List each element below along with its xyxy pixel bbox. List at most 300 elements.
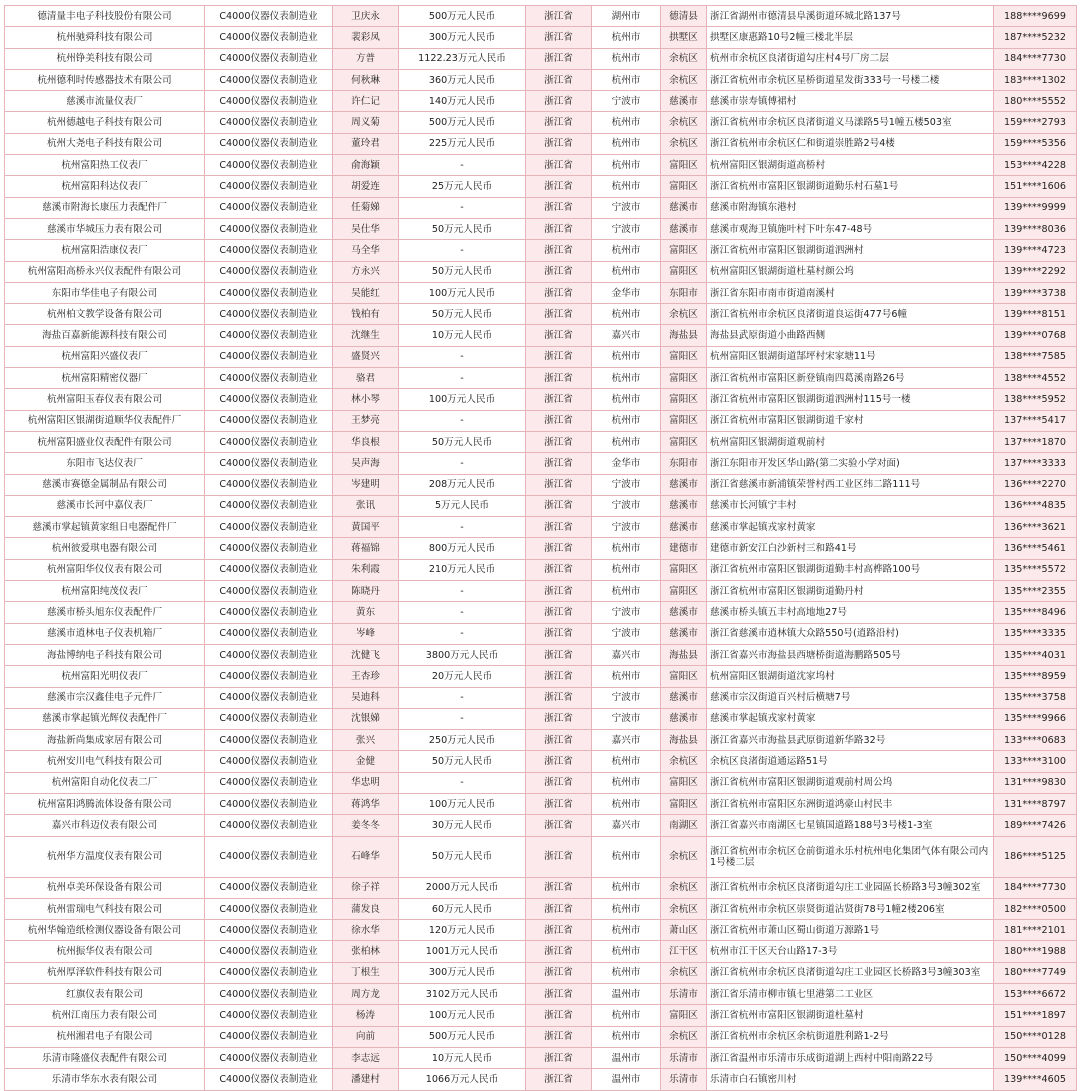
legal-person-cell: 朱利霞: [333, 559, 399, 580]
registered-capital-cell: 10万元人民币: [399, 1047, 526, 1068]
city-cell: 杭州市: [592, 793, 661, 814]
province-cell: 浙江省: [526, 836, 592, 877]
industry-cell: C4000仪器仪表制造业: [205, 708, 333, 729]
company-name-cell: 慈溪市长河中嘉仪表厂: [5, 495, 205, 516]
registered-capital-cell: 1001万元人民币: [399, 941, 526, 962]
province-cell: 浙江省: [526, 389, 592, 410]
city-cell: 杭州市: [592, 898, 661, 919]
industry-cell: C4000仪器仪表制造业: [205, 69, 333, 90]
table-row: [5, 1026, 1077, 1047]
company-name-cell: 杭州江南压力表有限公司: [5, 1005, 205, 1026]
city-cell: 金华市: [592, 453, 661, 474]
registered-capital-cell: -: [399, 581, 526, 602]
company-name-cell: 杭州富阳兴盛仪表厂: [5, 346, 205, 367]
industry-cell: C4000仪器仪表制造业: [205, 389, 333, 410]
city-cell: 杭州市: [592, 133, 661, 154]
registered-capital-cell: 1122.23万元人民币: [399, 48, 526, 69]
industry-cell: C4000仪器仪表制造业: [205, 1069, 333, 1090]
industry-cell: C4000仪器仪表制造业: [205, 581, 333, 602]
province-cell: 浙江省: [526, 197, 592, 218]
registered-capital-cell: 300万元人民币: [399, 962, 526, 983]
city-cell: 杭州市: [592, 581, 661, 602]
company-name-cell: 乐清市隆盛仪表配件有限公司: [5, 1047, 205, 1068]
address-cell: 杭州富阳区银湖街道高桥村: [707, 155, 994, 176]
table-row: [5, 133, 1077, 154]
phone-cell: 187****5232: [994, 27, 1077, 48]
district-cell: 建德市: [661, 538, 707, 559]
phone-cell: 137****5417: [994, 410, 1077, 431]
address-cell: 浙江省杭州市富阳区银湖街道泗洲村: [707, 240, 994, 261]
legal-person-cell: 骆君: [333, 368, 399, 389]
address-cell: 浙江省杭州市余杭区良渚街道义马漾路5号1幢五楼503室: [707, 112, 994, 133]
table-row: [5, 559, 1077, 580]
registered-capital-cell: 500万元人民币: [399, 112, 526, 133]
city-cell: 杭州市: [592, 751, 661, 772]
district-cell: 富阳区: [661, 176, 707, 197]
legal-person-cell: 丁根生: [333, 962, 399, 983]
industry-cell: C4000仪器仪表制造业: [205, 261, 333, 282]
province-cell: 浙江省: [526, 112, 592, 133]
company-name-cell: 杭州富阳精密仪器厂: [5, 368, 205, 389]
company-name-cell: 东阳市飞达仪表厂: [5, 453, 205, 474]
registered-capital-cell: 50万元人民币: [399, 751, 526, 772]
phone-cell: 138****4552: [994, 368, 1077, 389]
phone-cell: 139****3738: [994, 282, 1077, 303]
province-cell: 浙江省: [526, 431, 592, 452]
district-cell: 余杭区: [661, 751, 707, 772]
company-name-cell: 杭州柏文教学设备有限公司: [5, 304, 205, 325]
registered-capital-cell: 120万元人民币: [399, 920, 526, 941]
table-row: [5, 176, 1077, 197]
table-row: [5, 495, 1077, 516]
registered-capital-cell: 25万元人民币: [399, 176, 526, 197]
city-cell: 杭州市: [592, 431, 661, 452]
city-cell: 杭州市: [592, 69, 661, 90]
table-row: [5, 687, 1077, 708]
province-cell: 浙江省: [526, 517, 592, 538]
company-name-cell: 杭州安川电气科技有限公司: [5, 751, 205, 772]
city-cell: 杭州市: [592, 538, 661, 559]
industry-cell: C4000仪器仪表制造业: [205, 6, 333, 27]
address-cell: 浙江省慈溪市新浦镇荣誉村西工业区纬二路111号: [707, 474, 994, 495]
registered-capital-cell: 50万元人民币: [399, 261, 526, 282]
company-name-cell: 慈溪市附海长康压力表配件厂: [5, 197, 205, 218]
table-row: [5, 325, 1077, 346]
company-name-cell: 杭州雷瑞电气科技有限公司: [5, 898, 205, 919]
industry-cell: C4000仪器仪表制造业: [205, 474, 333, 495]
address-cell: 慈溪市桥头镇五丰村高地地27号: [707, 602, 994, 623]
city-cell: 温州市: [592, 984, 661, 1005]
industry-cell: C4000仪器仪表制造业: [205, 112, 333, 133]
company-name-cell: 杭州振华仪表有限公司: [5, 941, 205, 962]
address-cell: 建德市新安江白沙新村三和路41号: [707, 538, 994, 559]
table-row: [5, 1005, 1077, 1026]
province-cell: 浙江省: [526, 304, 592, 325]
district-cell: 慈溪市: [661, 687, 707, 708]
registered-capital-cell: -: [399, 197, 526, 218]
legal-person-cell: 沈继生: [333, 325, 399, 346]
phone-cell: 188****9699: [994, 6, 1077, 27]
province-cell: 浙江省: [526, 581, 592, 602]
table-row: [5, 877, 1077, 898]
province-cell: 浙江省: [526, 644, 592, 665]
address-cell: 海盐县武原街道小曲路西侧: [707, 325, 994, 346]
company-name-cell: 慈溪市掌起镇光辉仪表配件厂: [5, 708, 205, 729]
city-cell: 杭州市: [592, 666, 661, 687]
district-cell: 余杭区: [661, 877, 707, 898]
legal-person-cell: 周义菊: [333, 112, 399, 133]
industry-cell: C4000仪器仪表制造业: [205, 751, 333, 772]
company-name-cell: 杭州富阳光明仪表厂: [5, 666, 205, 687]
city-cell: 杭州市: [592, 1026, 661, 1047]
industry-cell: C4000仪器仪表制造业: [205, 1005, 333, 1026]
district-cell: 余杭区: [661, 962, 707, 983]
address-cell: 浙江省杭州市余杭区余杭街道胜利路1-2号: [707, 1026, 994, 1047]
registered-capital-cell: 3800万元人民币: [399, 644, 526, 665]
registered-capital-cell: -: [399, 602, 526, 623]
legal-person-cell: 潘建村: [333, 1069, 399, 1090]
registered-capital-cell: 208万元人民币: [399, 474, 526, 495]
registered-capital-cell: 1066万元人民币: [399, 1069, 526, 1090]
legal-person-cell: 张兴: [333, 730, 399, 751]
legal-person-cell: 蒲发良: [333, 898, 399, 919]
industry-cell: C4000仪器仪表制造业: [205, 325, 333, 346]
company-name-cell: 红旗仪表有限公司: [5, 984, 205, 1005]
address-cell: 浙江省杭州市富阳区银湖街道勤丰村高桦路100号: [707, 559, 994, 580]
district-cell: 慈溪市: [661, 197, 707, 218]
registered-capital-cell: 100万元人民币: [399, 389, 526, 410]
province-cell: 浙江省: [526, 453, 592, 474]
city-cell: 温州市: [592, 1047, 661, 1068]
address-cell: 浙江省杭州市余杭区良渚街道良运街477号6幢: [707, 304, 994, 325]
legal-person-cell: 吴声海: [333, 453, 399, 474]
province-cell: 浙江省: [526, 815, 592, 836]
industry-cell: C4000仪器仪表制造业: [205, 772, 333, 793]
province-cell: 浙江省: [526, 538, 592, 559]
registered-capital-cell: 210万元人民币: [399, 559, 526, 580]
province-cell: 浙江省: [526, 793, 592, 814]
table-row: [5, 644, 1077, 665]
province-cell: 浙江省: [526, 410, 592, 431]
phone-cell: 137****1870: [994, 431, 1077, 452]
city-cell: 宁波市: [592, 623, 661, 644]
district-cell: 富阳区: [661, 772, 707, 793]
company-name-cell: 杭州铮美科技有限公司: [5, 48, 205, 69]
legal-person-cell: 盛贤兴: [333, 346, 399, 367]
district-cell: 富阳区: [661, 1005, 707, 1026]
address-cell: 浙江省杭州市富阳区银湖街道泗洲村115号一楼: [707, 389, 994, 410]
table-row: [5, 389, 1077, 410]
address-cell: 浙江省嘉兴市海盐县武原街道新华路32号: [707, 730, 994, 751]
province-cell: 浙江省: [526, 282, 592, 303]
phone-cell: 182****0500: [994, 898, 1077, 919]
address-cell: 杭州富阳区银湖街道杜墓村颜公坞: [707, 261, 994, 282]
registered-capital-cell: 100万元人民币: [399, 793, 526, 814]
registered-capital-cell: 300万元人民币: [399, 27, 526, 48]
registered-capital-cell: -: [399, 410, 526, 431]
table-row: [5, 538, 1077, 559]
district-cell: 慈溪市: [661, 517, 707, 538]
phone-cell: 159****2793: [994, 112, 1077, 133]
company-name-cell: 东阳市华佳电子有限公司: [5, 282, 205, 303]
table-row: [5, 431, 1077, 452]
legal-person-cell: 岑峰: [333, 623, 399, 644]
phone-cell: 135****8496: [994, 602, 1077, 623]
table-row: [5, 368, 1077, 389]
province-cell: 浙江省: [526, 261, 592, 282]
table-row: [5, 240, 1077, 261]
company-name-cell: 杭州富阳自动化仪表二厂: [5, 772, 205, 793]
table-row: [5, 304, 1077, 325]
province-cell: 浙江省: [526, 133, 592, 154]
phone-cell: 136****4835: [994, 495, 1077, 516]
registered-capital-cell: 20万元人民币: [399, 666, 526, 687]
district-cell: 富阳区: [661, 368, 707, 389]
industry-cell: C4000仪器仪表制造业: [205, 877, 333, 898]
city-cell: 嘉兴市: [592, 325, 661, 346]
company-name-cell: 杭州驰舜科技有限公司: [5, 27, 205, 48]
industry-cell: C4000仪器仪表制造业: [205, 133, 333, 154]
table-row: [5, 197, 1077, 218]
legal-person-cell: 胡爱连: [333, 176, 399, 197]
address-cell: 浙江省杭州市余杭区仁和街道崇胜路2号4楼: [707, 133, 994, 154]
city-cell: 杭州市: [592, 772, 661, 793]
registered-capital-cell: 50万元人民币: [399, 218, 526, 239]
table-row: [5, 261, 1077, 282]
province-cell: 浙江省: [526, 91, 592, 112]
province-cell: 浙江省: [526, 898, 592, 919]
company-name-cell: 杭州富阳玉春仪表有限公司: [5, 389, 205, 410]
registered-capital-cell: 800万元人民币: [399, 538, 526, 559]
legal-person-cell: 姜冬冬: [333, 815, 399, 836]
city-cell: 宁波市: [592, 602, 661, 623]
phone-cell: 139****9999: [994, 197, 1077, 218]
city-cell: 杭州市: [592, 410, 661, 431]
industry-cell: C4000仪器仪表制造业: [205, 559, 333, 580]
district-cell: 富阳区: [661, 559, 707, 580]
phone-cell: 135****3758: [994, 687, 1077, 708]
registered-capital-cell: 2000万元人民币: [399, 877, 526, 898]
city-cell: 杭州市: [592, 112, 661, 133]
legal-person-cell: 张柏林: [333, 941, 399, 962]
district-cell: 余杭区: [661, 48, 707, 69]
company-name-cell: 慈溪市赛德金属制品有限公司: [5, 474, 205, 495]
company-name-cell: 慈溪市掌起镇黄家组日电器配件厂: [5, 517, 205, 538]
city-cell: 宁波市: [592, 708, 661, 729]
address-cell: 拱墅区康惠路10号2幢三楼北半层: [707, 27, 994, 48]
table-row: [5, 48, 1077, 69]
legal-person-cell: 沈银娣: [333, 708, 399, 729]
address-cell: 浙江省杭州市富阳区新登镇南四葛溪南路26号: [707, 368, 994, 389]
company-name-cell: 慈溪市华城压力表有限公司: [5, 218, 205, 239]
phone-cell: 136****2270: [994, 474, 1077, 495]
district-cell: 东阳市: [661, 453, 707, 474]
industry-cell: C4000仪器仪表制造业: [205, 282, 333, 303]
city-cell: 杭州市: [592, 304, 661, 325]
registered-capital-cell: 50万元人民币: [399, 431, 526, 452]
company-name-cell: 杭州富阳华仪仪表有限公司: [5, 559, 205, 580]
district-cell: 慈溪市: [661, 602, 707, 623]
industry-cell: C4000仪器仪表制造业: [205, 197, 333, 218]
table-row: [5, 602, 1077, 623]
phone-cell: 131****9830: [994, 772, 1077, 793]
city-cell: 宁波市: [592, 517, 661, 538]
registered-capital-cell: 360万元人民币: [399, 69, 526, 90]
address-cell: 慈溪市观海卫镇施叶村下叶东47-48号: [707, 218, 994, 239]
registered-capital-cell: -: [399, 240, 526, 261]
phone-cell: 135****4031: [994, 644, 1077, 665]
address-cell: 浙江省杭州市富阳区银湖街道千家村: [707, 410, 994, 431]
city-cell: 杭州市: [592, 240, 661, 261]
phone-cell: 131****8797: [994, 793, 1077, 814]
table-row: [5, 623, 1077, 644]
table-row: [5, 453, 1077, 474]
district-cell: 海盐县: [661, 325, 707, 346]
registered-capital-cell: 225万元人民币: [399, 133, 526, 154]
address-cell: 浙江省杭州市萧山区蜀山街道万源路1号: [707, 920, 994, 941]
district-cell: 德清县: [661, 6, 707, 27]
company-name-cell: 海盐博纳电子科技有限公司: [5, 644, 205, 665]
city-cell: 温州市: [592, 1069, 661, 1090]
table-row: [5, 984, 1077, 1005]
city-cell: 杭州市: [592, 836, 661, 877]
province-cell: 浙江省: [526, 48, 592, 69]
table-row: [5, 730, 1077, 751]
province-cell: 浙江省: [526, 962, 592, 983]
registered-capital-cell: -: [399, 623, 526, 644]
province-cell: 浙江省: [526, 623, 592, 644]
legal-person-cell: 方普: [333, 48, 399, 69]
city-cell: 杭州市: [592, 176, 661, 197]
company-name-cell: 海盐百嘉新能源科技有限公司: [5, 325, 205, 346]
address-cell: 杭州市余杭区良渚街道勾庄村4号厂房二层: [707, 48, 994, 69]
legal-person-cell: 沈健飞: [333, 644, 399, 665]
district-cell: 南湖区: [661, 815, 707, 836]
address-cell: 浙江东阳市开发区华山路(第二实验小学对面): [707, 453, 994, 474]
phone-cell: 136****3621: [994, 517, 1077, 538]
city-cell: 宁波市: [592, 218, 661, 239]
registered-capital-cell: -: [399, 155, 526, 176]
legal-person-cell: 马全华: [333, 240, 399, 261]
city-cell: 嘉兴市: [592, 730, 661, 751]
address-cell: 浙江省杭州市余杭区崇贤街道沾贤街78号1幢2楼206室: [707, 898, 994, 919]
province-cell: 浙江省: [526, 474, 592, 495]
city-cell: 杭州市: [592, 48, 661, 69]
industry-cell: C4000仪器仪表制造业: [205, 962, 333, 983]
district-cell: 慈溪市: [661, 623, 707, 644]
phone-cell: 184****7730: [994, 48, 1077, 69]
city-cell: 杭州市: [592, 962, 661, 983]
address-cell: 慈溪市掌起镇戎家村黄家: [707, 708, 994, 729]
legal-person-cell: 李志远: [333, 1047, 399, 1068]
registered-capital-cell: -: [399, 708, 526, 729]
legal-person-cell: 杨涛: [333, 1005, 399, 1026]
address-cell: 乐清市白石镇密川村: [707, 1069, 994, 1090]
district-cell: 海盐县: [661, 730, 707, 751]
province-cell: 浙江省: [526, 920, 592, 941]
address-cell: 浙江省杭州市富阳区东洲街道鸿豪山村民丰: [707, 793, 994, 814]
address-cell: 浙江省温州市乐清市乐成街道湖上西村中阳南路22号: [707, 1047, 994, 1068]
registered-capital-cell: 3102万元人民币: [399, 984, 526, 1005]
company-name-cell: 海盐新尚集成家居有限公司: [5, 730, 205, 751]
phone-cell: 153****6672: [994, 984, 1077, 1005]
company-name-cell: 慈溪市宗汉鑫佳电子元件厂: [5, 687, 205, 708]
city-cell: 宁波市: [592, 91, 661, 112]
company-name-cell: 杭州德越电子科技有限公司: [5, 112, 205, 133]
district-cell: 余杭区: [661, 304, 707, 325]
registered-capital-cell: 500万元人民币: [399, 1026, 526, 1047]
registered-capital-cell: 500万元人民币: [399, 6, 526, 27]
phone-cell: 138****7585: [994, 346, 1077, 367]
district-cell: 富阳区: [661, 666, 707, 687]
company-name-cell: 杭州德利时传感器技术有限公司: [5, 69, 205, 90]
district-cell: 乐清市: [661, 1069, 707, 1090]
table-row: [5, 282, 1077, 303]
city-cell: 金华市: [592, 282, 661, 303]
company-name-cell: 杭州卓美环保设备有限公司: [5, 877, 205, 898]
company-name-cell: 杭州彼爱琪电器有限公司: [5, 538, 205, 559]
legal-person-cell: 金健: [333, 751, 399, 772]
city-cell: 杭州市: [592, 941, 661, 962]
industry-cell: C4000仪器仪表制造业: [205, 495, 333, 516]
city-cell: 杭州市: [592, 346, 661, 367]
address-cell: 浙江省湖州市德清县阜溪街道环城北路137号: [707, 6, 994, 27]
province-cell: 浙江省: [526, 772, 592, 793]
province-cell: 浙江省: [526, 6, 592, 27]
registered-capital-cell: -: [399, 517, 526, 538]
phone-cell: 180****1988: [994, 941, 1077, 962]
legal-person-cell: 吴迪科: [333, 687, 399, 708]
address-cell: 浙江省乐清市柳市镇七里港第二工业区: [707, 984, 994, 1005]
table-row: [5, 815, 1077, 836]
table-body: [5, 6, 1077, 1091]
registered-capital-cell: -: [399, 346, 526, 367]
province-cell: 浙江省: [526, 941, 592, 962]
address-cell: 浙江省杭州市余杭区仓前街道永乐村杭州电化集团气体有限公司内1号楼二层: [707, 836, 994, 877]
industry-cell: C4000仪器仪表制造业: [205, 1026, 333, 1047]
province-cell: 浙江省: [526, 602, 592, 623]
company-name-cell: 乐清市华东水表有限公司: [5, 1069, 205, 1090]
company-name-cell: 杭州富阳浩康仪表厂: [5, 240, 205, 261]
company-name-cell: 杭州富阳高桥永兴仪表配件有限公司: [5, 261, 205, 282]
legal-person-cell: 黄东: [333, 602, 399, 623]
table-row: [5, 941, 1077, 962]
table-row: [5, 962, 1077, 983]
industry-cell: C4000仪器仪表制造业: [205, 1047, 333, 1068]
address-cell: 余杭区良渚街道通运路51号: [707, 751, 994, 772]
legal-person-cell: 华良根: [333, 431, 399, 452]
address-cell: 慈溪市附海镇东港村: [707, 197, 994, 218]
address-cell: 杭州市江干区天台山路17-3号: [707, 941, 994, 962]
province-cell: 浙江省: [526, 218, 592, 239]
legal-person-cell: 卫庆永: [333, 6, 399, 27]
registered-capital-cell: -: [399, 368, 526, 389]
phone-cell: 180****7749: [994, 962, 1077, 983]
company-name-cell: 杭州华翰造纸检测仪器设备有限公司: [5, 920, 205, 941]
enterprise-table: [4, 5, 1077, 1091]
company-name-cell: 杭州富阳鸿腾流体设备有限公司: [5, 793, 205, 814]
province-cell: 浙江省: [526, 176, 592, 197]
district-cell: 余杭区: [661, 69, 707, 90]
district-cell: 余杭区: [661, 133, 707, 154]
city-cell: 杭州市: [592, 261, 661, 282]
phone-cell: 184****7730: [994, 877, 1077, 898]
address-cell: 浙江省杭州市富阳区银湖街道观前村周公坞: [707, 772, 994, 793]
province-cell: 浙江省: [526, 984, 592, 1005]
province-cell: 浙江省: [526, 1069, 592, 1090]
table-row: [5, 751, 1077, 772]
phone-cell: 136****5461: [994, 538, 1077, 559]
